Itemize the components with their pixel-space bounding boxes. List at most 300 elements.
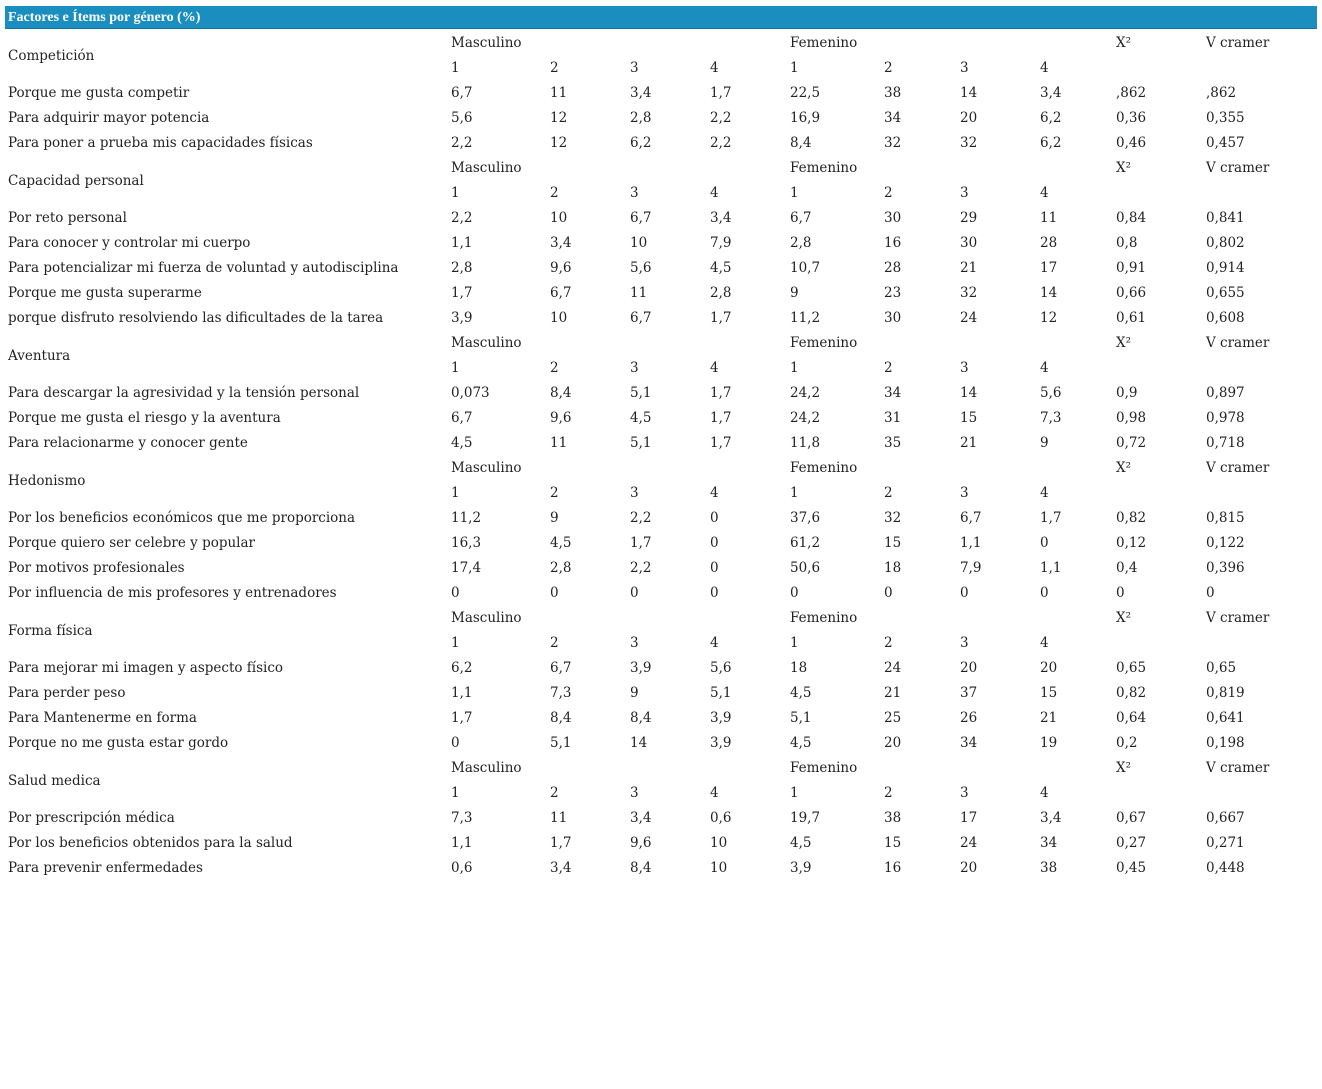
value-cell: 0,67 [1116, 810, 1147, 826]
table-row [5, 81, 1317, 106]
empty-cell [547, 31, 627, 56]
section-header-row [5, 156, 1317, 181]
value-cell: 19 [1040, 735, 1058, 751]
empty-cell [1203, 356, 1317, 381]
empty-cell [881, 606, 957, 631]
value-cell: 0,91 [1116, 260, 1147, 276]
value-cell: 26 [960, 710, 978, 726]
value-cell: 0 [550, 585, 559, 601]
value-cell: 5,1 [630, 435, 652, 451]
item-label: Para descargar la agresividad y la tensión personal [8, 385, 360, 401]
item-label: Porque me gusta el riesgo y la aventura [8, 410, 281, 426]
value-cell: 0,6 [710, 810, 732, 826]
value-cell: 28 [1040, 235, 1058, 251]
empty-cell [627, 606, 707, 631]
value-cell: 31 [884, 410, 902, 426]
level-header: 1 [451, 635, 460, 651]
chi-square-header: X² [1116, 335, 1132, 351]
value-cell: 0 [1206, 585, 1215, 601]
level-header: 3 [630, 635, 639, 651]
value-cell: 34 [884, 110, 902, 126]
value-cell: 0,9 [1116, 385, 1138, 401]
value-cell: 7,3 [550, 685, 572, 701]
empty-cell [1203, 181, 1317, 206]
value-cell: 1,1 [451, 235, 473, 251]
level-header: 4 [1040, 60, 1049, 76]
masculino-header: Masculino [451, 760, 522, 776]
masculino-header: Masculino [451, 160, 522, 176]
value-cell: 1,7 [710, 310, 732, 326]
table-row [5, 281, 1317, 306]
value-cell: 4,5 [790, 735, 812, 751]
value-cell: 4,5 [790, 685, 812, 701]
empty-cell [707, 606, 787, 631]
item-label: Para poner a prueba mis capacidades físicas [8, 135, 313, 151]
value-cell: 2,8 [790, 235, 812, 251]
value-cell: 0,122 [1206, 535, 1245, 551]
value-cell: 0 [451, 585, 460, 601]
value-cell: 4,5 [790, 835, 812, 851]
table-row [5, 231, 1317, 256]
level-header: 2 [550, 635, 559, 651]
femenino-header: Femenino [790, 760, 858, 776]
chi-square-header: X² [1116, 35, 1132, 51]
value-cell: 4,5 [630, 410, 652, 426]
level-header: 1 [790, 485, 799, 501]
value-cell: 12 [1040, 310, 1058, 326]
femenino-header: Femenino [790, 460, 858, 476]
value-cell: 38 [1040, 860, 1058, 876]
value-cell: 24,2 [790, 410, 821, 426]
table-row [5, 106, 1317, 131]
value-cell: 6,7 [451, 85, 473, 101]
empty-cell [1113, 181, 1203, 206]
value-cell: 12 [550, 135, 568, 151]
empty-cell [627, 456, 707, 481]
level-header: 1 [451, 60, 460, 76]
empty-cell [627, 756, 707, 781]
value-cell: 32 [884, 510, 902, 526]
value-cell: 21 [884, 685, 902, 701]
table-row [5, 131, 1317, 156]
empty-cell [1113, 56, 1203, 81]
value-cell: 2,2 [710, 135, 732, 151]
value-cell: 0,36 [1116, 110, 1147, 126]
v-cramer-header: V cramer [1206, 610, 1270, 626]
value-cell: 2,8 [451, 260, 473, 276]
value-cell: 50,6 [790, 560, 821, 576]
value-cell: 9 [1040, 435, 1049, 451]
value-cell: 5,1 [710, 685, 732, 701]
value-cell: 2,8 [710, 285, 732, 301]
chi-square-header: X² [1116, 460, 1132, 476]
value-cell: 0,355 [1206, 110, 1245, 126]
value-cell: 34 [884, 385, 902, 401]
table-row [5, 256, 1317, 281]
value-cell: 10 [710, 835, 728, 851]
value-cell: 4,5 [550, 535, 572, 551]
value-cell: 6,7 [630, 210, 652, 226]
value-cell: 18 [790, 660, 808, 676]
empty-cell [547, 756, 627, 781]
level-header: 4 [710, 185, 719, 201]
value-cell: 10 [630, 235, 648, 251]
empty-cell [957, 756, 1037, 781]
chi-square-header: X² [1116, 760, 1132, 776]
value-cell: 3,9 [710, 710, 732, 726]
value-cell: 0,819 [1206, 685, 1245, 701]
v-cramer-header: V cramer [1206, 760, 1270, 776]
level-header: 4 [710, 485, 719, 501]
value-cell: 1,7 [710, 410, 732, 426]
value-cell: 0,72 [1116, 435, 1147, 451]
level-header: 1 [451, 485, 460, 501]
value-cell: 11,2 [790, 310, 821, 326]
value-cell: 0,65 [1206, 660, 1237, 676]
section-header-row [5, 756, 1317, 781]
value-cell: 35 [884, 435, 902, 451]
item-label: Porque me gusta superarme [8, 285, 202, 301]
empty-cell [1037, 31, 1113, 56]
value-cell: 21 [1040, 710, 1058, 726]
value-cell: 2,8 [550, 560, 572, 576]
empty-cell [1113, 781, 1203, 806]
level-header: 3 [630, 185, 639, 201]
level-header: 4 [1040, 360, 1049, 376]
level-header: 2 [884, 185, 893, 201]
value-cell: 5,6 [451, 110, 473, 126]
value-cell: 0,271 [1206, 835, 1245, 851]
value-cell: 3,9 [451, 310, 473, 326]
value-cell: 5,6 [710, 660, 732, 676]
value-cell: 16 [884, 235, 902, 251]
value-cell: 0,12 [1116, 535, 1147, 551]
value-cell: 7,9 [710, 235, 732, 251]
value-cell: 8,4 [550, 385, 572, 401]
value-cell: 15 [1040, 685, 1058, 701]
value-cell: 8,4 [630, 710, 652, 726]
value-cell: 24,2 [790, 385, 821, 401]
factor-name: Capacidad personal [8, 172, 144, 189]
value-cell: 0,64 [1116, 710, 1147, 726]
value-cell: 20 [960, 110, 978, 126]
level-header: 3 [960, 185, 969, 201]
value-cell: 16,9 [790, 110, 821, 126]
value-cell: 5,1 [630, 385, 652, 401]
level-header: 3 [960, 485, 969, 501]
empty-cell [1203, 631, 1317, 656]
level-header: 2 [550, 785, 559, 801]
level-header: 2 [550, 360, 559, 376]
item-label: Para potencializar mi fuerza de voluntad y autodisciplina [8, 260, 399, 276]
value-cell: 3,9 [630, 660, 652, 676]
item-label: Para prevenir enfermedades [8, 860, 203, 876]
level-header: 2 [884, 60, 893, 76]
value-cell: 17 [1040, 260, 1058, 276]
value-cell: 0,66 [1116, 285, 1147, 301]
value-cell: 15 [960, 410, 978, 426]
value-cell: 11 [630, 285, 648, 301]
empty-cell [1037, 456, 1113, 481]
value-cell: 0,655 [1206, 285, 1245, 301]
section-header-row [5, 31, 1317, 56]
value-cell: 0,6 [451, 860, 473, 876]
empty-cell [881, 31, 957, 56]
value-cell: 0,815 [1206, 510, 1245, 526]
value-cell: 6,7 [960, 510, 982, 526]
factor-name: Competición [8, 47, 95, 64]
value-cell: 61,2 [790, 535, 821, 551]
value-cell: 0,98 [1116, 410, 1147, 426]
value-cell: 0,802 [1206, 235, 1245, 251]
value-cell: 30 [884, 310, 902, 326]
empty-cell [1203, 481, 1317, 506]
value-cell: 37,6 [790, 510, 821, 526]
value-cell: 1,7 [550, 835, 572, 851]
value-cell: 7,3 [451, 810, 473, 826]
item-label: Para adquirir mayor potencia [8, 110, 210, 126]
value-cell: 6,7 [550, 285, 572, 301]
level-header: 4 [1040, 635, 1049, 651]
value-cell: 0,198 [1206, 735, 1245, 751]
value-cell: 8,4 [790, 135, 812, 151]
value-cell: 14 [960, 385, 978, 401]
value-cell: 34 [960, 735, 978, 751]
table-row [5, 431, 1317, 456]
empty-cell [707, 331, 787, 356]
value-cell: 6,2 [451, 660, 473, 676]
empty-cell [881, 331, 957, 356]
factor-name: Forma física [8, 622, 93, 639]
item-label: Por motivos profesionales [8, 560, 185, 576]
value-cell: 11 [1040, 210, 1058, 226]
value-cell: 1,7 [451, 285, 473, 301]
value-cell: 10 [710, 860, 728, 876]
value-cell: 15 [884, 535, 902, 551]
table-body [5, 31, 1317, 881]
value-cell: 3,4 [550, 235, 572, 251]
item-label: Porque me gusta competir [8, 85, 190, 101]
level-header: 4 [710, 360, 719, 376]
value-cell: 6,2 [1040, 135, 1062, 151]
v-cramer-header: V cramer [1206, 335, 1270, 351]
value-cell: 34 [1040, 835, 1058, 851]
empty-cell [957, 606, 1037, 631]
chi-square-header: X² [1116, 610, 1132, 626]
value-cell: 0,641 [1206, 710, 1245, 726]
item-label: Para mejorar mi imagen y aspecto físico [8, 660, 284, 676]
value-cell: 7,3 [1040, 410, 1062, 426]
value-cell: 0 [710, 585, 719, 601]
value-cell: 6,7 [790, 210, 812, 226]
value-cell: 5,6 [630, 260, 652, 276]
empty-cell [1113, 481, 1203, 506]
value-cell: 3,4 [1040, 85, 1062, 101]
value-cell: 29 [960, 210, 978, 226]
factor-name: Hedonismo [8, 472, 86, 489]
level-header: 2 [550, 485, 559, 501]
value-cell: 1,7 [710, 435, 732, 451]
value-cell: 6,7 [550, 660, 572, 676]
value-cell: 0,978 [1206, 410, 1245, 426]
value-cell: 1,1 [451, 685, 473, 701]
value-cell: 1,7 [710, 85, 732, 101]
level-header: 3 [960, 785, 969, 801]
value-cell: 9 [790, 285, 799, 301]
value-cell: 18 [884, 560, 902, 576]
value-cell: ,862 [1116, 85, 1147, 101]
value-cell: 11,2 [451, 510, 482, 526]
empty-cell [547, 456, 627, 481]
level-header: 1 [451, 360, 460, 376]
value-cell: 12 [550, 110, 568, 126]
value-cell: 2,2 [451, 135, 473, 151]
level-header: 4 [1040, 485, 1049, 501]
femenino-header: Femenino [790, 335, 858, 351]
empty-cell [957, 156, 1037, 181]
table-row [5, 381, 1317, 406]
value-cell: 10,7 [790, 260, 821, 276]
value-cell: 9 [550, 510, 559, 526]
empty-cell [547, 331, 627, 356]
level-header: 2 [550, 185, 559, 201]
value-cell: 6,2 [1040, 110, 1062, 126]
item-label: Porque quiero ser celebre y popular [8, 535, 255, 551]
value-cell: 0,897 [1206, 385, 1245, 401]
level-header: 1 [790, 60, 799, 76]
value-cell: 17,4 [451, 560, 482, 576]
value-cell: 9,6 [550, 260, 572, 276]
value-cell: 11,8 [790, 435, 821, 451]
value-cell: 23 [884, 285, 902, 301]
level-header: 2 [884, 785, 893, 801]
results-table [5, 31, 1317, 881]
level-header: 3 [630, 60, 639, 76]
value-cell: 1,7 [1040, 510, 1062, 526]
level-header: 2 [550, 60, 559, 76]
empty-cell [1203, 781, 1317, 806]
value-cell: 0 [1116, 585, 1125, 601]
item-label: Para conocer y controlar mi cuerpo [8, 235, 251, 251]
level-header: 4 [710, 635, 719, 651]
empty-cell [1203, 56, 1317, 81]
empty-cell [547, 156, 627, 181]
empty-cell [957, 456, 1037, 481]
item-label: Por los beneficios obtenidos para la salud [8, 835, 293, 851]
value-cell: 2,2 [630, 560, 652, 576]
empty-cell [1037, 606, 1113, 631]
level-header: 1 [790, 785, 799, 801]
value-cell: 1,1 [1040, 560, 1062, 576]
value-cell: 9,6 [550, 410, 572, 426]
value-cell: 10 [550, 310, 568, 326]
value-cell: 0,396 [1206, 560, 1245, 576]
empty-cell [707, 456, 787, 481]
empty-cell [957, 331, 1037, 356]
value-cell: 8,4 [630, 860, 652, 876]
value-cell: 16 [884, 860, 902, 876]
value-cell: 3,9 [710, 735, 732, 751]
item-label: Por los beneficios económicos que me proporciona [8, 510, 356, 526]
femenino-header: Femenino [790, 160, 858, 176]
value-cell: 32 [960, 285, 978, 301]
value-cell: 0,4 [1116, 560, 1138, 576]
value-cell: 6,7 [630, 310, 652, 326]
value-cell: 24 [960, 310, 978, 326]
value-cell: 0,718 [1206, 435, 1245, 451]
value-cell: 0,27 [1116, 835, 1147, 851]
empty-cell [547, 606, 627, 631]
empty-cell [881, 756, 957, 781]
value-cell: 25 [884, 710, 902, 726]
value-cell: 3,4 [550, 860, 572, 876]
value-cell: 1,7 [710, 385, 732, 401]
value-cell: 0 [710, 510, 719, 526]
value-cell: 0,667 [1206, 810, 1245, 826]
item-label: Para Mantenerme en forma [8, 710, 197, 726]
item-label: Por reto personal [8, 210, 127, 226]
empty-cell [957, 31, 1037, 56]
value-cell: 0,608 [1206, 310, 1245, 326]
value-cell: 10 [550, 210, 568, 226]
table-row [5, 731, 1317, 756]
femenino-header: Femenino [790, 610, 858, 626]
femenino-header: Femenino [790, 35, 858, 51]
value-cell: 11 [550, 810, 568, 826]
value-cell: 0,2 [1116, 735, 1138, 751]
level-header: 3 [630, 785, 639, 801]
item-label: Por influencia de mis profesores y entrenadores [8, 585, 337, 601]
v-cramer-header: V cramer [1206, 160, 1270, 176]
section-header-row [5, 456, 1317, 481]
value-cell: 0,82 [1116, 510, 1147, 526]
table-row [5, 581, 1317, 606]
value-cell: 21 [960, 435, 978, 451]
value-cell: 20 [884, 735, 902, 751]
table-row [5, 406, 1317, 431]
level-header: 4 [710, 60, 719, 76]
empty-cell [1113, 356, 1203, 381]
empty-cell [881, 456, 957, 481]
factor-name: Aventura [8, 347, 71, 364]
value-cell: 38 [884, 810, 902, 826]
value-cell: 5,1 [790, 710, 812, 726]
value-cell: 0,448 [1206, 860, 1245, 876]
level-header: 2 [884, 485, 893, 501]
value-cell: 9,6 [630, 835, 652, 851]
table-row [5, 681, 1317, 706]
value-cell: 37 [960, 685, 978, 701]
empty-cell [707, 756, 787, 781]
value-cell: 4,5 [451, 435, 473, 451]
value-cell: 20 [1040, 660, 1058, 676]
value-cell: 7,9 [960, 560, 982, 576]
masculino-header: Masculino [451, 35, 522, 51]
value-cell: 30 [884, 210, 902, 226]
empty-cell [707, 31, 787, 56]
value-cell: 1,7 [451, 710, 473, 726]
value-cell: 4,5 [710, 260, 732, 276]
value-cell: 14 [960, 85, 978, 101]
table-row [5, 506, 1317, 531]
level-header: 3 [960, 60, 969, 76]
level-header: 1 [790, 360, 799, 376]
value-cell: 9 [630, 685, 639, 701]
value-cell: 2,2 [451, 210, 473, 226]
value-cell: 0,82 [1116, 685, 1147, 701]
empty-cell [1037, 331, 1113, 356]
item-label: Para perder peso [8, 685, 126, 701]
